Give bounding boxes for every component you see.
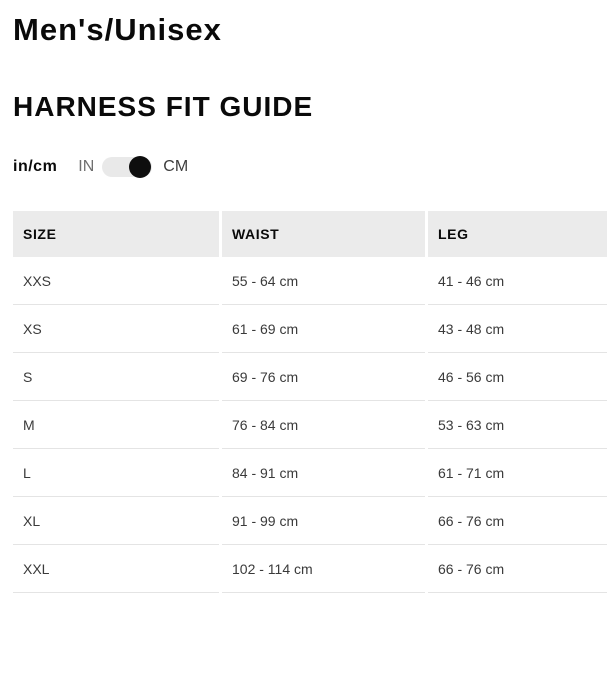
column-header-size: SIZE [13, 211, 219, 257]
waist-cell: 55 - 64 cm [222, 257, 425, 305]
waist-cell: 69 - 76 cm [222, 353, 425, 401]
page-title: Men's/Unisex [13, 12, 222, 47]
table-row [13, 401, 607, 449]
table-header-row [13, 211, 607, 257]
size-cell: L [13, 449, 219, 497]
unit-toggle-switch[interactable] [102, 157, 152, 177]
leg-cell: 53 - 63 cm [428, 401, 607, 449]
size-cell: S [13, 353, 219, 401]
table-row [13, 305, 607, 353]
unit-toggle-row [13, 154, 607, 180]
unit-label: in/cm [13, 158, 58, 175]
waist-cell: 102 - 114 cm [222, 545, 425, 593]
waist-cell: 91 - 99 cm [222, 497, 425, 545]
leg-cell: 61 - 71 cm [428, 449, 607, 497]
leg-cell: 66 - 76 cm [428, 497, 607, 545]
unit-option-cm[interactable]: CM [163, 158, 189, 175]
table-row [13, 257, 607, 305]
size-cell: XXS [13, 257, 219, 305]
table-row [13, 497, 607, 545]
column-header-leg: LEG [428, 211, 607, 257]
table-row [13, 449, 607, 497]
toggle-knob-icon[interactable] [129, 156, 151, 178]
table-row [13, 545, 607, 593]
leg-cell: 43 - 48 cm [428, 305, 607, 353]
waist-cell: 61 - 69 cm [222, 305, 425, 353]
table-row [13, 353, 607, 401]
size-table [13, 211, 607, 593]
table-body [13, 257, 607, 593]
waist-cell: 84 - 91 cm [222, 449, 425, 497]
size-cell: XL [13, 497, 219, 545]
fit-guide-heading: HARNESS FIT GUIDE [13, 91, 314, 122]
unit-option-in[interactable]: IN [78, 158, 95, 175]
waist-cell: 76 - 84 cm [222, 401, 425, 449]
leg-cell: 46 - 56 cm [428, 353, 607, 401]
size-cell: XXL [13, 545, 219, 593]
size-cell: M [13, 401, 219, 449]
leg-cell: 41 - 46 cm [428, 257, 607, 305]
leg-cell: 66 - 76 cm [428, 545, 607, 593]
size-cell: XS [13, 305, 219, 353]
column-header-waist: WAIST [222, 211, 425, 257]
